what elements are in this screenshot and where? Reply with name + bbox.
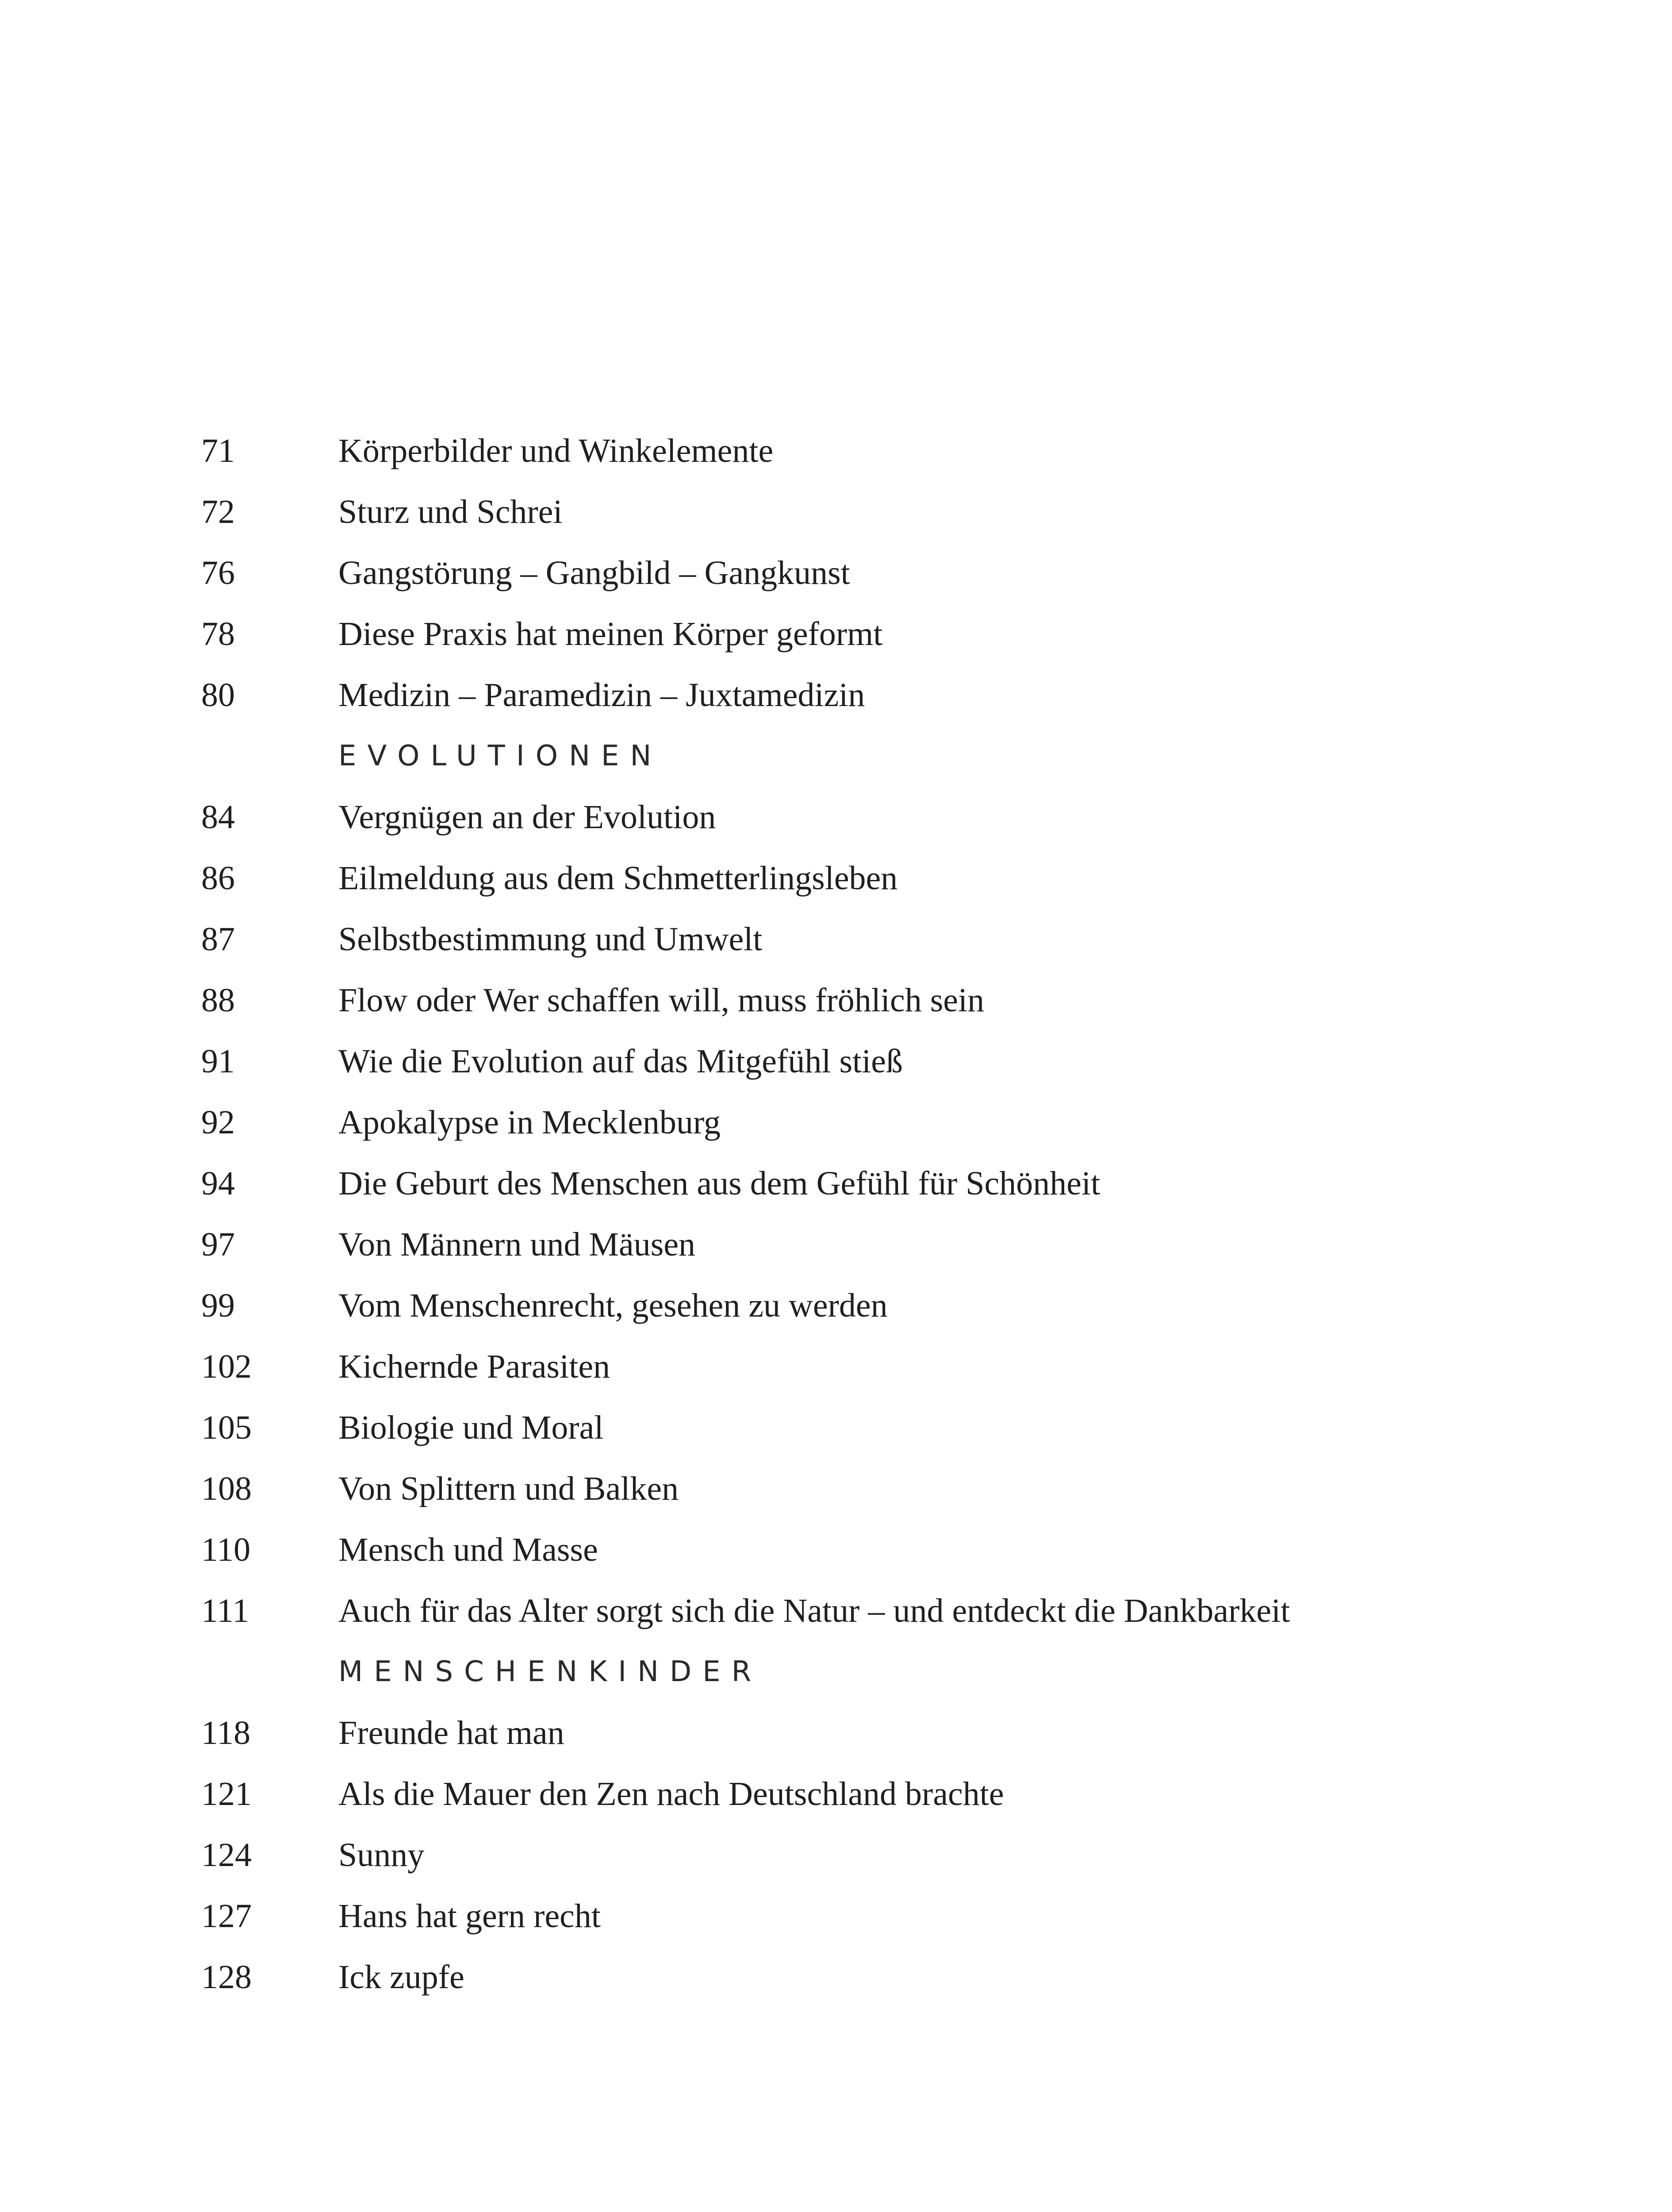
page-number: 94 xyxy=(201,1165,235,1202)
page-number: 105 xyxy=(201,1409,252,1446)
page-number: 91 xyxy=(201,1043,235,1080)
toc-entry xyxy=(201,1275,1572,1336)
entry-title: Mensch und Masse xyxy=(338,1531,598,1568)
page-number: 124 xyxy=(201,1836,252,1874)
toc-entry xyxy=(201,909,1572,970)
section-heading-row xyxy=(201,726,1572,787)
page-number: 80 xyxy=(201,676,235,714)
section-heading: EVOLUTIONEN xyxy=(338,740,663,772)
toc-entry xyxy=(201,1886,1572,1947)
entry-title: Gangstörung – Gangbild – Gangkunst xyxy=(338,554,850,591)
toc-entry xyxy=(201,1031,1572,1092)
page-number: 87 xyxy=(201,921,235,958)
toc-entry xyxy=(201,970,1572,1031)
entry-title: Freunde hat man xyxy=(338,1714,564,1751)
toc-entry xyxy=(201,542,1572,603)
toc-entry xyxy=(201,1458,1572,1519)
entry-title: Medizin – Paramedizin – Juxtamedizin xyxy=(338,676,865,714)
entry-title: Von Splittern und Balken xyxy=(338,1470,679,1507)
entry-title: Biologie und Moral xyxy=(338,1409,604,1446)
entry-title: Ick zupfe xyxy=(338,1959,464,1996)
entry-title: Als die Mauer den Zen nach Deutschland brachte xyxy=(338,1775,1004,1813)
entry-title: Von Männern und Mäusen xyxy=(338,1226,696,1263)
toc-entry xyxy=(201,664,1572,726)
toc-entry xyxy=(201,481,1572,542)
page-number: 71 xyxy=(201,432,235,469)
toc-entry xyxy=(201,787,1572,848)
page-number: 92 xyxy=(201,1104,235,1141)
page-number: 102 xyxy=(201,1348,252,1385)
entry-title: Sunny xyxy=(338,1836,425,1874)
page-number: 118 xyxy=(201,1714,251,1751)
toc-entry xyxy=(201,1824,1572,1886)
toc-entry xyxy=(201,1153,1572,1214)
toc-entry xyxy=(201,1763,1572,1824)
page-number: 72 xyxy=(201,493,235,530)
section-heading-row xyxy=(201,1641,1572,1702)
toc-entry xyxy=(201,1947,1572,2008)
entry-title: Hans hat gern recht xyxy=(338,1897,601,1935)
toc-entry xyxy=(201,1092,1572,1153)
toc-entry xyxy=(201,1397,1572,1458)
entry-title: Selbstbestimmung und Umwelt xyxy=(338,921,763,958)
toc-entry xyxy=(201,1702,1572,1763)
page-number: 99 xyxy=(201,1287,235,1324)
page-number: 84 xyxy=(201,799,235,836)
toc-entry xyxy=(201,1336,1572,1397)
toc-entry xyxy=(201,1214,1572,1275)
entry-title: Die Geburt des Menschen aus dem Gefühl für Schönheit xyxy=(338,1165,1101,1202)
page-number: 111 xyxy=(201,1592,249,1629)
toc-entry xyxy=(201,1580,1572,1641)
page-number: 97 xyxy=(201,1226,235,1263)
page-number: 76 xyxy=(201,554,235,591)
toc-entry xyxy=(201,420,1572,481)
page-number: 108 xyxy=(201,1470,252,1507)
entry-title: Körperbilder und Winkelemente xyxy=(338,432,774,469)
page-number: 86 xyxy=(201,860,235,897)
page-number: 127 xyxy=(201,1897,252,1935)
entry-title: Flow oder Wer schaffen will, muss fröhlich sein xyxy=(338,982,985,1019)
entry-title: Vom Menschenrecht, gesehen zu werden xyxy=(338,1287,888,1324)
entry-title: Auch für das Alter sorgt sich die Natur – und entdeckt die Dankbarkeit xyxy=(338,1592,1290,1629)
page-number: 78 xyxy=(201,615,235,653)
table-of-contents xyxy=(201,420,1572,2008)
entry-title: Sturz und Schrei xyxy=(338,493,563,530)
entry-title: Wie die Evolution auf das Mitgefühl stieß xyxy=(338,1043,903,1080)
entry-title: Vergnügen an der Evolution xyxy=(338,799,716,836)
toc-entry xyxy=(201,848,1572,909)
page-number: 110 xyxy=(201,1531,251,1568)
page-number: 121 xyxy=(201,1775,252,1813)
page-number: 88 xyxy=(201,982,235,1019)
entry-title: Diese Praxis hat meinen Körper geformt xyxy=(338,615,883,653)
entry-title: Apokalypse in Mecklenburg xyxy=(338,1104,721,1141)
entry-title: Kichernde Parasiten xyxy=(338,1348,610,1385)
page-number: 128 xyxy=(201,1959,252,1996)
toc-entry xyxy=(201,603,1572,664)
section-heading: MENSCHENKINDER xyxy=(338,1655,763,1688)
toc-entry xyxy=(201,1519,1572,1580)
entry-title: Eilmeldung aus dem Schmetterlingsleben xyxy=(338,860,898,897)
